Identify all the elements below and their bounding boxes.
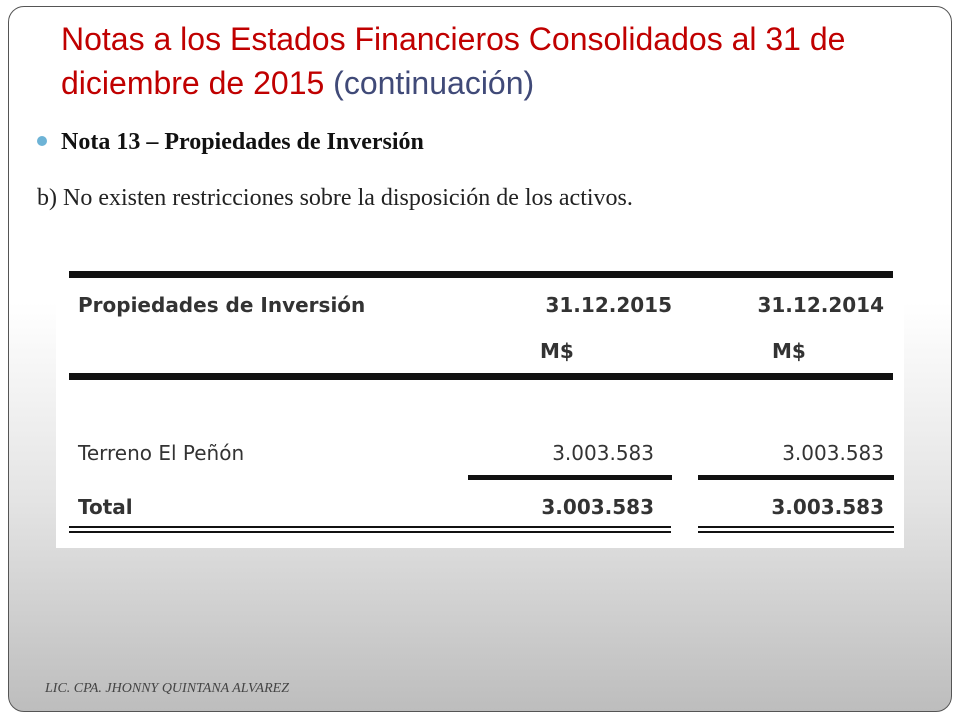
- row-label: Terreno El Peñón: [78, 441, 245, 465]
- slide-title-main: Notas a los Estados Financieros Consolidados al 31 de diciembre de 2015: [61, 21, 846, 101]
- bullet-text: Nota 13 – Propiedades de Inversión: [61, 129, 424, 155]
- total-double-rule-bottom-2014: [698, 531, 894, 533]
- investment-property-table: [56, 253, 904, 548]
- total-double-rule-bottom: [69, 531, 671, 533]
- subtotal-rule-2014: [698, 475, 894, 480]
- total-label: Total: [78, 495, 133, 519]
- header-2015-date: 31.12.2015: [545, 293, 672, 317]
- table-top-rule: [69, 271, 893, 278]
- bullet-item: [37, 129, 424, 156]
- header-label: Propiedades de Inversión: [78, 293, 366, 317]
- row-value-2014: 3.003.583: [782, 441, 884, 465]
- total-double-rule-top: [69, 526, 671, 528]
- slide: [8, 6, 952, 712]
- total-value-2015: 3.003.583: [541, 495, 654, 519]
- header-2015-unit: M$: [540, 339, 574, 363]
- header-bottom-rule: [69, 373, 893, 380]
- slide-title-suffix: (continuación): [333, 65, 535, 101]
- total-value-2014: 3.003.583: [771, 495, 884, 519]
- footer-author: LIC. CPA. JHONNY QUINTANA ALVAREZ: [45, 681, 289, 696]
- body-text: b) No existen restricciones sobre la disposición de los activos.: [37, 185, 633, 211]
- header-2014-unit: M$: [772, 339, 806, 363]
- total-double-rule-top-2014: [698, 526, 894, 528]
- slide-title: [61, 17, 921, 105]
- header-2014-date: 31.12.2014: [757, 293, 884, 317]
- subtotal-rule-2015: [468, 475, 672, 480]
- row-value-2015: 3.003.583: [552, 441, 654, 465]
- bullet-dot-icon: [37, 136, 47, 146]
